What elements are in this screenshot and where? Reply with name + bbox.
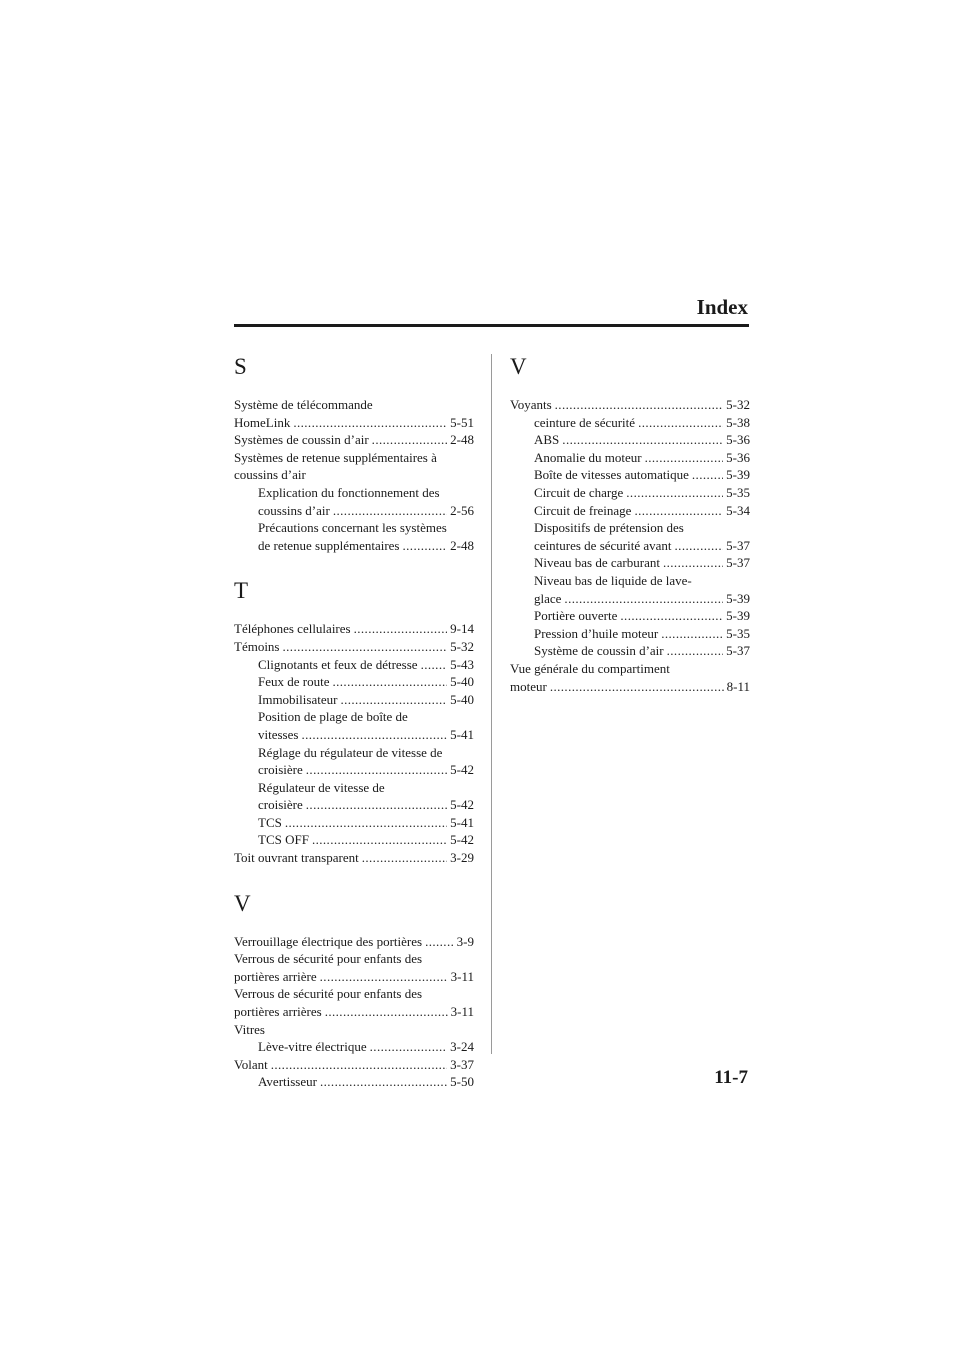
entry-text: Vue générale du compartiment bbox=[510, 660, 670, 676]
entry-text: Portière ouverte bbox=[534, 608, 618, 624]
index-entry bbox=[234, 933, 474, 951]
index-subentry bbox=[234, 779, 474, 814]
entry-text: Volant bbox=[234, 1056, 268, 1072]
entry-text: TCS OFF bbox=[258, 832, 309, 848]
dot-leader bbox=[645, 449, 724, 467]
dot-leader bbox=[421, 656, 448, 674]
entry-text: moteur bbox=[510, 678, 547, 694]
index-subentry bbox=[510, 554, 750, 572]
entry-text: Toit ouvrant transparent bbox=[234, 850, 359, 866]
header-rule bbox=[234, 324, 749, 327]
index-subentry bbox=[510, 484, 750, 502]
entry-page-ref: 5-35 bbox=[726, 625, 750, 641]
index-entry bbox=[510, 660, 750, 695]
entry-page-ref: 5-37 bbox=[726, 555, 750, 571]
entry-text: Circuit de freinage bbox=[534, 502, 632, 518]
entry-text: croisière bbox=[258, 797, 303, 813]
dot-leader bbox=[362, 849, 447, 867]
entry-page-ref: 2-48 bbox=[450, 537, 474, 553]
entry-text: Boîte de vitesses automatique bbox=[534, 467, 689, 483]
index-subentry bbox=[234, 831, 474, 849]
entry-text: Lève-vitre électrique bbox=[258, 1039, 367, 1055]
dot-leader bbox=[320, 968, 448, 986]
index-subentry bbox=[510, 625, 750, 643]
dot-leader bbox=[320, 1073, 447, 1091]
entry-text: Position de plage de boîte de bbox=[258, 709, 408, 725]
dot-leader bbox=[550, 678, 724, 696]
index-subentry bbox=[510, 642, 750, 660]
entry-text: Système de coussin d’air bbox=[534, 643, 664, 659]
entry-page-ref: 5-37 bbox=[726, 643, 750, 659]
index-column-left bbox=[234, 350, 474, 1091]
dot-leader bbox=[372, 431, 447, 449]
index-subentry bbox=[234, 1073, 474, 1091]
section-letter: T bbox=[234, 578, 249, 604]
entry-page-ref: 5-34 bbox=[726, 502, 750, 518]
index-entry bbox=[234, 431, 474, 449]
entry-page-ref: 5-51 bbox=[450, 414, 474, 430]
entry-text: Niveau bas de liquide de lave- bbox=[534, 572, 692, 588]
dot-leader bbox=[564, 590, 723, 608]
entry-text: Feux de route bbox=[258, 674, 330, 690]
page-number: 11-7 bbox=[714, 1067, 748, 1088]
dot-leader bbox=[403, 537, 448, 555]
entry-text: coussins d’air bbox=[258, 502, 330, 518]
entry-text: Systèmes de coussin d’air bbox=[234, 432, 369, 448]
dot-leader bbox=[333, 502, 447, 520]
entry-page-ref: 5-39 bbox=[726, 608, 750, 624]
index-subentry bbox=[510, 502, 750, 520]
entry-page-ref: 5-42 bbox=[450, 832, 474, 848]
section-letter: V bbox=[510, 354, 527, 379]
entry-page-ref: 5-40 bbox=[450, 674, 474, 690]
entry-page-ref: 5-37 bbox=[726, 537, 750, 553]
entry-text: ceinture de sécurité bbox=[534, 414, 636, 430]
entry-text: croisière bbox=[258, 762, 303, 778]
index-subentry bbox=[510, 519, 750, 554]
entry-page-ref: 3-11 bbox=[450, 1004, 474, 1020]
entry-page-ref: 2-48 bbox=[450, 432, 474, 448]
entry-text: Dispositifs de prétension des bbox=[534, 520, 684, 536]
dot-leader bbox=[626, 484, 723, 502]
dot-leader bbox=[285, 814, 447, 832]
dot-leader bbox=[306, 796, 447, 814]
index-subentry bbox=[510, 572, 750, 607]
index-entry bbox=[234, 638, 474, 656]
entry-page-ref: 5-42 bbox=[450, 797, 474, 813]
dot-leader bbox=[634, 502, 723, 520]
entry-text: ceintures de sécurité avant bbox=[534, 537, 672, 553]
entry-page-ref: 3-37 bbox=[450, 1056, 474, 1072]
dot-leader bbox=[555, 396, 724, 414]
dot-leader bbox=[620, 607, 723, 625]
index-subentry bbox=[234, 673, 474, 691]
entry-page-ref: 5-36 bbox=[726, 432, 750, 448]
dot-leader bbox=[638, 414, 723, 432]
entry-text: Système de télécommande bbox=[234, 397, 373, 412]
entry-page-ref: 5-35 bbox=[726, 484, 750, 500]
entry-page-ref: 3-11 bbox=[450, 968, 474, 984]
entry-text: Circuit de charge bbox=[534, 484, 624, 500]
dot-leader bbox=[692, 466, 723, 484]
dot-leader bbox=[667, 642, 724, 660]
entry-text: coussins d’air bbox=[234, 467, 306, 483]
index-subentry bbox=[234, 708, 474, 743]
entry-page-ref: 5-41 bbox=[450, 726, 474, 742]
index-entry bbox=[510, 396, 750, 414]
dot-leader bbox=[340, 691, 447, 709]
index-entry bbox=[234, 396, 474, 431]
entry-text: Témoins bbox=[234, 638, 280, 654]
index-entry bbox=[234, 985, 474, 1020]
entry-text: portières arrière bbox=[234, 968, 317, 984]
dot-leader bbox=[301, 726, 447, 744]
dot-leader bbox=[354, 620, 448, 638]
section-letter: S bbox=[234, 354, 247, 379]
entry-text: glace bbox=[534, 590, 562, 606]
dot-leader bbox=[425, 933, 454, 951]
section-letter: V bbox=[234, 890, 251, 916]
entry-page-ref: 5-32 bbox=[726, 397, 750, 412]
entry-text: Pression d’huile moteur bbox=[534, 625, 659, 641]
index-entry bbox=[234, 1056, 474, 1074]
index-subentry bbox=[510, 414, 750, 432]
entry-page-ref: 5-36 bbox=[726, 449, 750, 465]
entry-text: HomeLink bbox=[234, 414, 291, 430]
index-subentry bbox=[510, 449, 750, 467]
page-title: Index bbox=[696, 295, 748, 319]
entry-page-ref: 9-14 bbox=[450, 621, 474, 637]
dot-leader bbox=[283, 638, 448, 656]
entry-text: Avertisseur bbox=[258, 1074, 317, 1090]
index-subentry bbox=[510, 431, 750, 449]
dot-leader bbox=[562, 431, 723, 449]
entry-text: Précautions concernant les systèmes bbox=[258, 520, 447, 536]
entry-text: Voyants bbox=[510, 397, 552, 412]
entry-page-ref: 3-9 bbox=[456, 933, 474, 949]
entry-page-ref: 3-29 bbox=[450, 850, 474, 866]
entry-page-ref: 2-56 bbox=[450, 502, 474, 518]
entry-text: Clignotants et feux de détresse bbox=[258, 656, 418, 672]
index-subentry bbox=[234, 656, 474, 674]
dot-leader bbox=[332, 673, 447, 691]
index-entry bbox=[234, 849, 474, 867]
index-column-right bbox=[510, 350, 750, 695]
column-divider bbox=[491, 354, 492, 1054]
entry-text: Immobilisateur bbox=[258, 691, 338, 707]
entry-page-ref: 5-41 bbox=[450, 814, 474, 830]
index-subentry bbox=[510, 466, 750, 484]
index-entry bbox=[234, 449, 474, 484]
index-entry bbox=[234, 620, 474, 638]
entry-text: vitesses bbox=[258, 726, 299, 742]
index-subentry bbox=[510, 607, 750, 625]
index-subentry bbox=[234, 1038, 474, 1056]
dot-leader bbox=[661, 625, 723, 643]
dot-leader bbox=[271, 1056, 447, 1074]
index-subentry bbox=[234, 484, 474, 519]
entry-text: Vitres bbox=[234, 1021, 265, 1037]
index-subentry bbox=[234, 519, 474, 554]
dot-leader bbox=[293, 414, 447, 432]
entry-text: Verrous de sécurité pour enfants des bbox=[234, 986, 423, 1002]
dot-leader bbox=[312, 831, 447, 849]
entry-text: Verrouillage électrique des portières bbox=[234, 933, 423, 949]
dot-leader bbox=[675, 537, 724, 555]
entry-text: Explication du fonctionnement des bbox=[258, 484, 440, 500]
entry-text: Niveau bas de carburant bbox=[534, 555, 660, 571]
entry-text: Réglage du régulateur de vitesse de bbox=[258, 744, 443, 760]
entry-text: portières arrières bbox=[234, 1004, 322, 1020]
dot-leader bbox=[370, 1038, 448, 1056]
entry-page-ref: 5-32 bbox=[450, 638, 474, 654]
entry-page-ref: 8-11 bbox=[726, 678, 750, 694]
index-subentry bbox=[234, 691, 474, 709]
entry-text: Régulateur de vitesse de bbox=[258, 779, 385, 795]
entry-page-ref: 5-43 bbox=[450, 656, 474, 672]
entry-text: Systèmes de retenue supplémentaires à bbox=[234, 449, 437, 465]
index-subentry bbox=[234, 744, 474, 779]
dot-leader bbox=[306, 761, 447, 779]
index-entry bbox=[234, 1021, 474, 1039]
entry-text: Anomalie du moteur bbox=[534, 449, 642, 465]
entry-text: ABS bbox=[534, 432, 560, 448]
entry-page-ref: 3-24 bbox=[450, 1039, 474, 1055]
entry-text: TCS bbox=[258, 814, 282, 830]
entry-page-ref: 5-40 bbox=[450, 691, 474, 707]
entry-text: de retenue supplémentaires bbox=[258, 537, 400, 553]
entry-page-ref: 5-39 bbox=[726, 467, 750, 483]
index-subentry bbox=[234, 814, 474, 832]
entry-page-ref: 5-42 bbox=[450, 762, 474, 778]
entry-page-ref: 5-39 bbox=[726, 590, 750, 606]
entry-page-ref: 5-50 bbox=[450, 1074, 474, 1090]
entry-text: Verrous de sécurité pour enfants des bbox=[234, 951, 423, 967]
entry-page-ref: 5-38 bbox=[726, 414, 750, 430]
entry-text: Téléphones cellulaires bbox=[234, 621, 351, 637]
dot-leader bbox=[325, 1003, 448, 1021]
index-entry bbox=[234, 950, 474, 985]
dot-leader bbox=[663, 554, 723, 572]
